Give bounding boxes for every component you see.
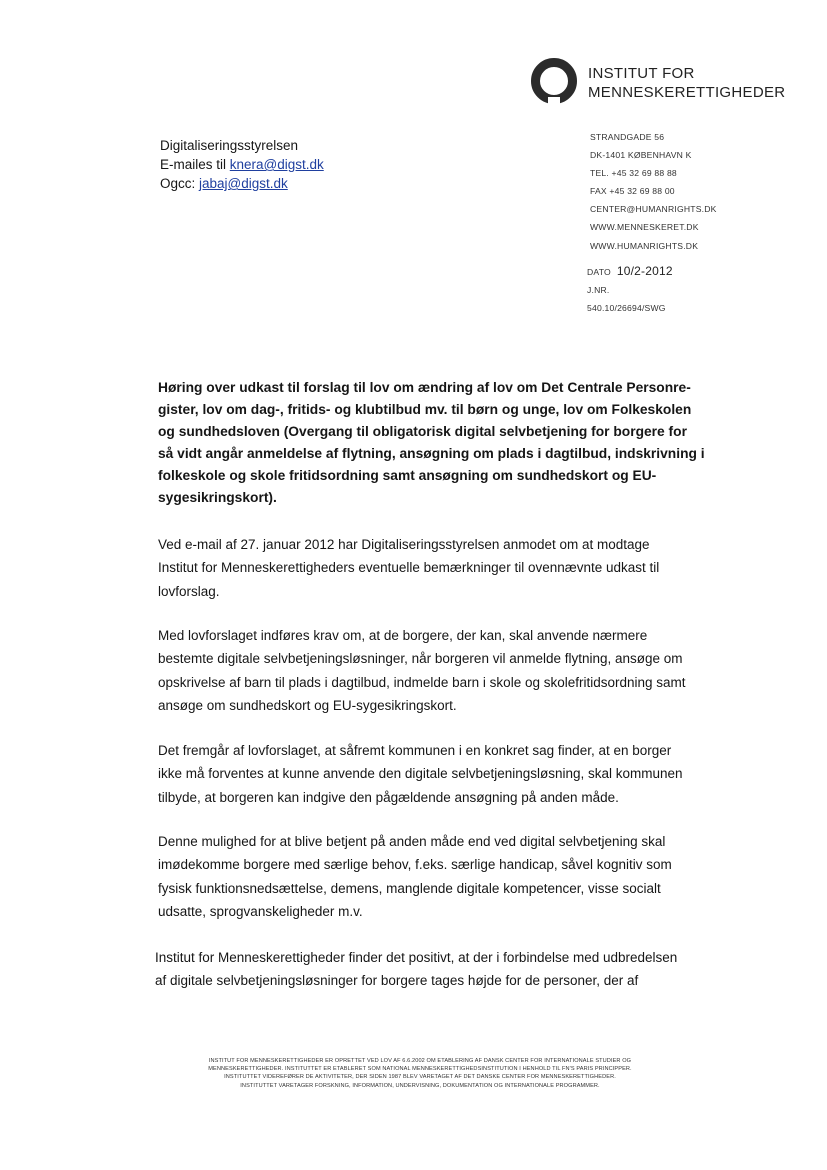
date-value: 10/2-2012	[616, 264, 673, 278]
sender-address	[590, 128, 717, 255]
paragraph-line: Med lovforslaget indføres krav om, at de borgere, der kan, skal anvende nærmere	[158, 628, 648, 643]
paragraph-line: Denne mulighed for at blive betjent på anden måde end ved digital selvbetjening skal	[158, 834, 666, 849]
body-paragraph-4	[158, 830, 672, 923]
paragraph-line: Institut for Menneskerettigheder finder det positivt, at der i forbindelse med udbredelsen	[155, 950, 678, 965]
recipient-block	[160, 136, 324, 193]
jnr-label: J.NR.	[587, 285, 610, 295]
logo-line-1: INSTITUT FOR	[588, 65, 695, 82]
paragraph-line: tilbyde, at borgeren kan indgive den pågældende ansøgning på anden måde.	[158, 789, 619, 805]
recipient-email-link[interactable]: knera@digst.dk	[229, 157, 324, 172]
letter-heading	[158, 377, 718, 509]
paragraph-line: ikke må forventes at kunne anvende den digitale selvbetjeningsløsning, skal kommunen	[158, 766, 683, 782]
address-phone: TEL. +45 32 69 88 88	[590, 168, 677, 179]
recipient-cc-line	[160, 174, 324, 193]
paragraph-line: bestemte digitale selvbetjeningsløsninger, når borgeren vil anmelde flytning, ansøge om	[158, 651, 683, 667]
footer-line: INSTITUTTET VIDEREFØRER DE AKTIVITETER, DER SIDEN 1987 BLEV VARETAGET AF DET DANSKE CENTER FOR MENNESKERETTIGHEDER.	[224, 1074, 616, 1081]
paragraph-line: fysisk funktionsnedsættelse, demens, manglende digitale kompetencer, visse socialt	[158, 880, 661, 896]
document-meta	[587, 262, 673, 317]
date-label: DATO	[587, 267, 611, 277]
address-street: STRANDGADE 56	[590, 132, 665, 142]
heading-line: og sundhedsloven (Overgang til obligatorisk digital selvbetjening for borgere for	[158, 424, 687, 439]
paragraph-line: Det fremgår af lovforslaget, at såfremt kommunen i en konkret sag finder, at en borger	[158, 743, 672, 758]
heading-line: folkeskole og skole fritidsordning samt ansøgning om sundhedskort og EU-	[158, 468, 657, 483]
paragraph-line: lovforslag.	[158, 583, 220, 599]
paragraph-line: af digitale selvbetjeningsløsninger for borgere tages højde for de personer, der af	[155, 973, 639, 989]
body-paragraph-5	[155, 946, 677, 993]
logo-text	[588, 64, 785, 102]
body-paragraph-2	[158, 624, 686, 717]
jnr-value: 540.10/26694/SWG	[587, 303, 666, 313]
page-footer	[150, 1057, 690, 1090]
address-email: CENTER@HUMANRIGHTS.DK	[590, 204, 717, 215]
footer-line: INSTITUTTET VARETAGER FORSKNING, INFORMATION, UNDERVISNING, DOKUMENTATION OG INTERNATIONALE PROGRAMMER.	[240, 1082, 600, 1089]
paragraph-line: Institut for Menneskerettigheders eventuelle bemærkninger til ovennævnte udkast til	[158, 560, 660, 576]
recipient-cc-link[interactable]: jabaj@digst.dk	[199, 176, 288, 191]
date-row	[587, 262, 673, 281]
footer-line: INSTITUT FOR MENNESKERETTIGHEDER ER OPRETTET VED LOV AF 6.6.2002 OM ETABLERING AF DANSK CENTER FOR INTERNATIONALE STUDIER OG	[208, 1058, 632, 1064]
paragraph-line: opskrivelse af barn til plads i dagtilbud, indmelde barn i skole og skolefritidsordning samt	[158, 674, 686, 690]
heading-line: gister, lov om dag-, fritids- og klubtilbud mv. til børn og unge, lov om Folkeskolen	[158, 402, 692, 417]
recipient-name: Digitaliseringsstyrelsen	[160, 138, 299, 153]
heading-line: så vidt angår anmeldelse af flytning, ansøgning om plads i dagtilbud, indskrivning i	[158, 446, 705, 461]
paragraph-line: ansøge om sundhedskort og EU-sygesikringskort.	[158, 697, 457, 713]
ring-logo-icon	[528, 55, 580, 107]
address-website-dk: WWW.MENNESKERET.DK	[590, 222, 699, 233]
heading-line: sygesikringskort).	[158, 490, 277, 505]
paragraph-line: imødekomme borgere med særlige behov, f.eks. særlige handicap, såvel kognitiv som	[158, 857, 672, 873]
logo-line-2: MENNESKERETTIGHEDER	[588, 84, 786, 101]
address-fax: FAX +45 32 69 88 00	[590, 186, 675, 197]
recipient-email-prefix: E-mailes til	[160, 157, 230, 172]
body-paragraph-3	[158, 739, 683, 809]
footer-line: MENNESKERETTIGHEDER. INSTITUTTET ER ETABLERET SOM NATIONAL MENNESKERETTIGHEDSINSTITUTION I HENHOLD TIL FN'S PARIS PRINCIPPER.	[208, 1066, 632, 1073]
recipient-cc-prefix: Ogcc:	[160, 176, 200, 191]
recipient-email-line	[160, 155, 324, 174]
paragraph-line: udsatte, sprogvanskeligheder m.v.	[158, 903, 363, 919]
paragraph-line: Ved e-mail af 27. januar 2012 har Digitaliseringsstyrelsen anmodet om at modtage	[158, 537, 650, 552]
heading-line: Høring over udkast til forslag til lov om ændring af lov om Det Centrale Personre-	[158, 380, 691, 395]
institution-logo	[528, 55, 798, 107]
body-paragraph-1	[158, 533, 659, 603]
address-city: DK-1401 KØBENHAVN K	[590, 150, 692, 161]
address-website-en: WWW.HUMANRIGHTS.DK	[590, 240, 699, 251]
